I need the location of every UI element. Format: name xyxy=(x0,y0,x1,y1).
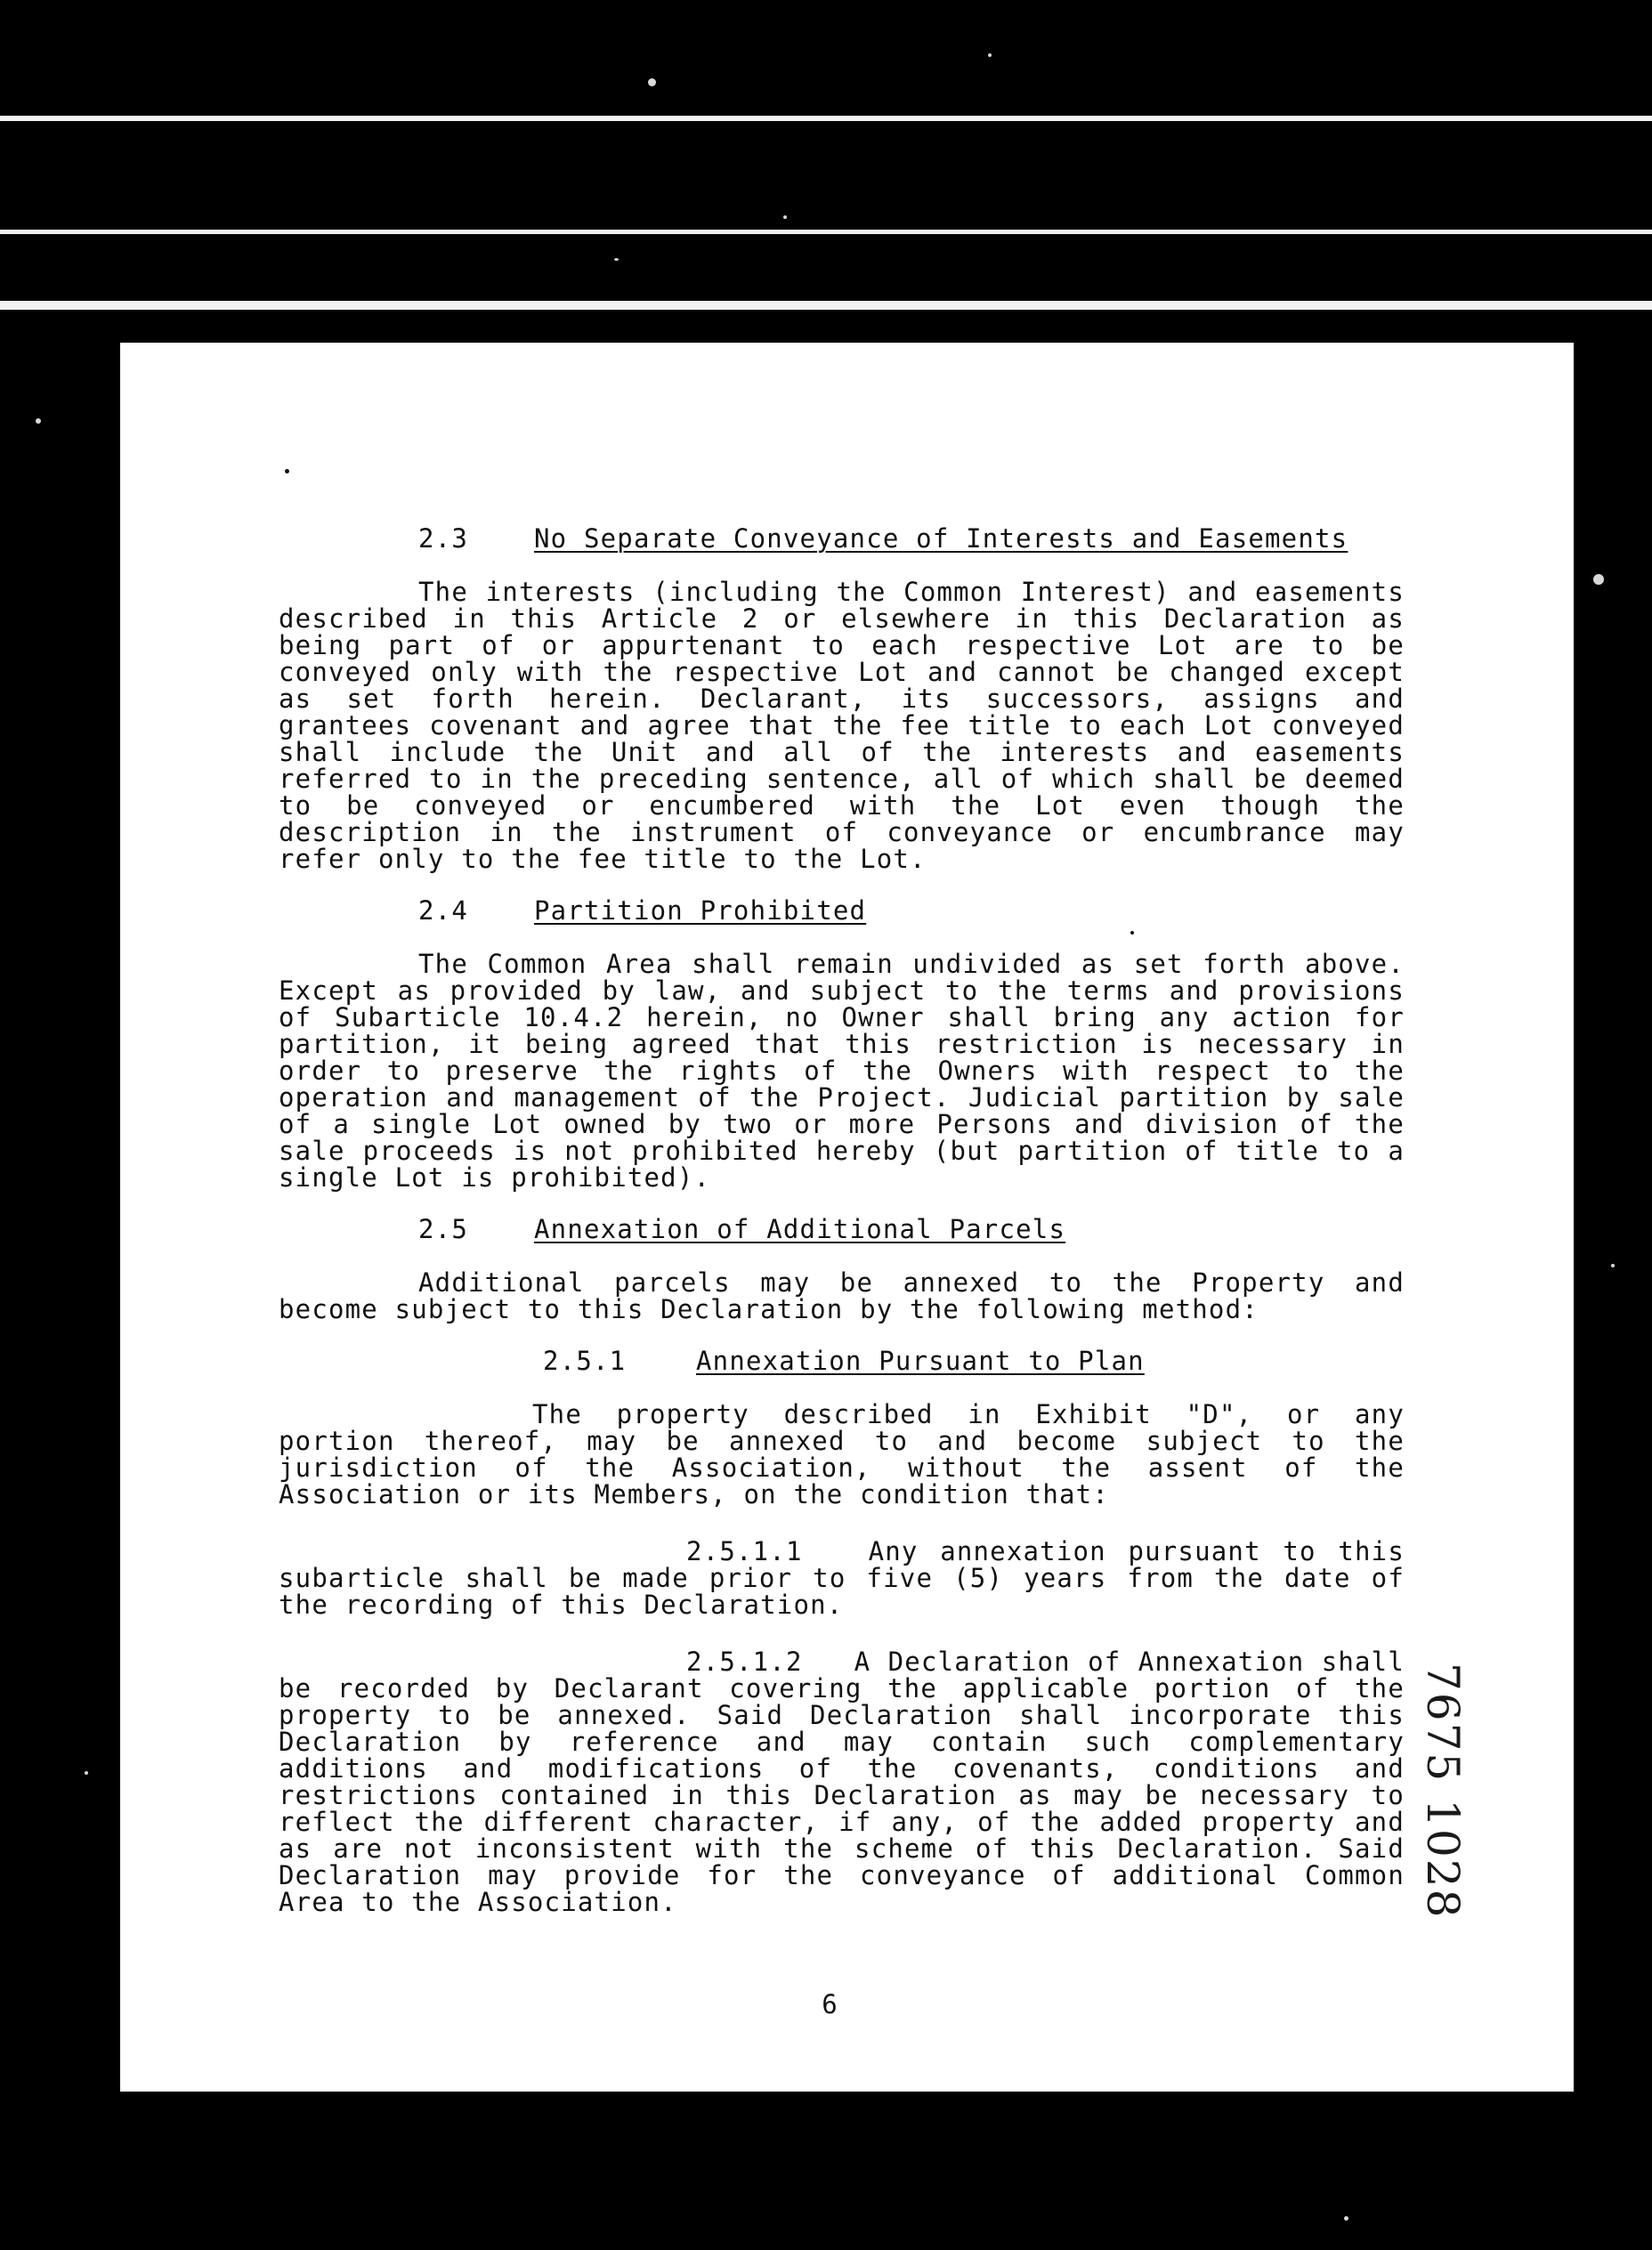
section-title: Partition Prohibited xyxy=(534,895,867,926)
subsection-title: Annexation Pursuant to Plan xyxy=(696,1346,1145,1376)
scan-speck xyxy=(85,1771,88,1775)
clause-paragraph xyxy=(279,1538,1405,1618)
section-number: 2.4 xyxy=(418,895,468,926)
document-body xyxy=(279,525,1405,1915)
section-number: 2.5 xyxy=(418,1214,468,1244)
scan-speck xyxy=(614,258,619,261)
scan-rule-line xyxy=(0,301,1652,310)
section-heading xyxy=(418,897,1405,924)
clause-number: 2.5.1.2 xyxy=(686,1647,803,1677)
scan-speck xyxy=(648,78,656,86)
scan-rule-line xyxy=(0,116,1652,121)
scan-speck xyxy=(1611,1264,1615,1267)
section-paragraph: The Common Area shall remain undivided as set forth above. Except as provided by law, and subject to the terms and provisions of Subarticle 10.4.2 herein, no Owner shall bring any action for partition, it being agreed that this restriction is necessary in order to preserve the rights of the Owners with respect to the operation and management of the Project. Judicial partition by sale of a single Lot owned by two or more Persons and division of the sale proceeds is not prohibited hereby (but partition of title to a single Lot is prohibited). xyxy=(279,949,1405,1193)
section-title: Annexation of Additional Parcels xyxy=(534,1214,1066,1244)
clause-text: Any annexation pursuant to this subarticle shall be made prior to five (5) years from the date of the recording of this Declaration. xyxy=(279,1536,1405,1620)
clause-text: A Declaration of Annexation shall be recorded by Declarant covering the applicable portion of the property to be annexed. Said Declaration shall incorporate this Declaration by reference and may contain such complementary additions and modifications of the covenants, conditions and restrictions contained in this Declaration as may be necessary to reflect the different character, if any, of the added property and as are not inconsistent with the scheme of this Declaration. Said Declaration may provide for the conveyance of additional Common Area to the Association. xyxy=(279,1647,1405,1917)
subsection-heading xyxy=(543,1348,1405,1374)
section-paragraph: Additional parcels may be annexed to the Property and become subject to this Declaration by the following method: xyxy=(279,1267,1405,1324)
recording-stamp: 7675 1028 xyxy=(1417,1663,1469,1920)
section-number: 2.3 xyxy=(418,523,468,554)
section-paragraph: The interests (including the Common Interest) and easements described in this Article 2 or elsewhere in this Declaration as being part of or appurtenant to each respective Lot are to be conveyed only with the respective Lot and cannot be changed except as set forth herein. Declarant, its successors, assigns and grantees covenant and agree that the fee title to each Lot conveyed shall include the Unit and all of the interests and easements referred to in the preceding sentence, all of which shall be deemed to be conveyed or encumbered with the Lot even though the description in the instrument of conveyance or encumbrance may refer only to the fee title to the Lot. xyxy=(279,577,1405,874)
section-title: No Separate Conveyance of Interests and Easements xyxy=(534,523,1348,554)
section-heading xyxy=(418,1216,1405,1242)
scan-speck xyxy=(1593,574,1604,585)
clause-paragraph xyxy=(279,1648,1405,1915)
scan-speck xyxy=(988,53,992,57)
clause-number: 2.5.1.1 xyxy=(686,1536,803,1566)
scan-speck xyxy=(36,418,41,424)
section-heading xyxy=(418,525,1405,552)
scan-rule-line xyxy=(0,230,1652,234)
scan-speck xyxy=(1344,2216,1348,2221)
scan-speck xyxy=(783,215,787,219)
page-number: 6 xyxy=(822,1989,838,2019)
subsection-paragraph: The property described in Exhibit "D", or any portion thereof, may be annexed to and become subject to the jurisdiction of the Association, without the assent of the Association or its Members, on the condition that: xyxy=(279,1399,1405,1509)
stray-mark xyxy=(285,469,289,473)
scan-border-top xyxy=(0,0,1652,343)
subsection-number: 2.5.1 xyxy=(543,1346,627,1376)
